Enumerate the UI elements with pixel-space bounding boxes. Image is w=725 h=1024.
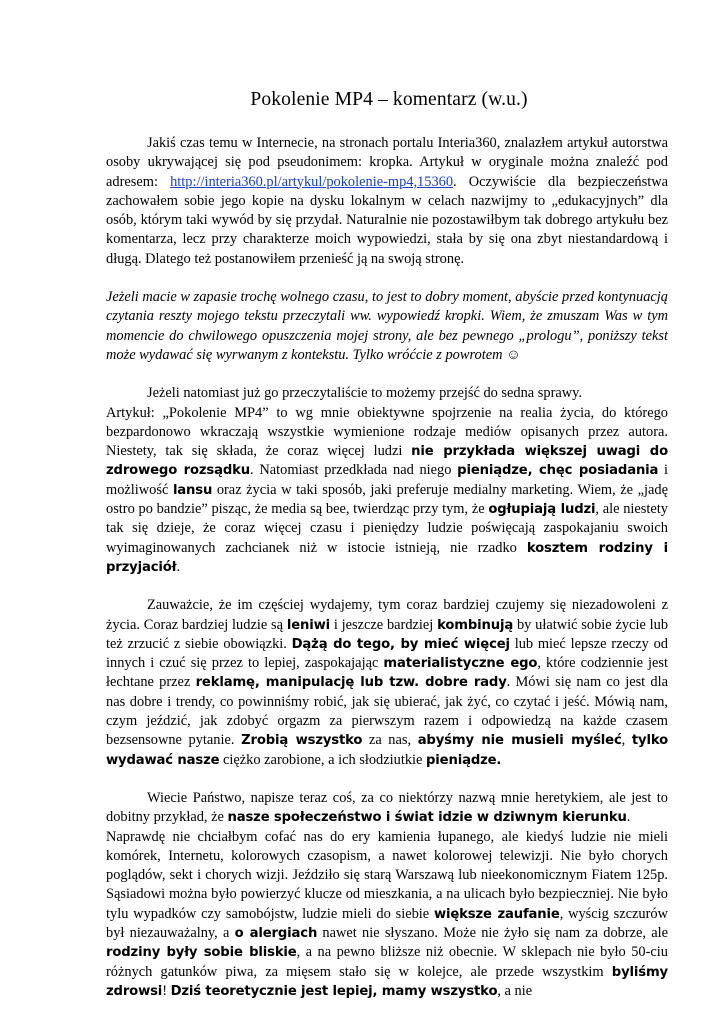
text-span: oraz życia w taki sposób, jaki preferuje medialny marketing. Wiem, że „jadę ostro po bandzie” pisząc, że media są bee, twierdząc przy tym, że [106, 481, 668, 518]
text-span: . Natomiast przedkłada nad niego [250, 462, 458, 479]
text-span: ! [162, 982, 171, 999]
paragraph-note-italic: Jeżeli macie w zapasie trochę wolnego czasu, to jest to dobry moment, abyście przed kontynuacją czytania reszty mojego tekstu przeczytali ww. wypowiedź kropki. Wiem, że zmuszam Was w tym momencie do chwilowego opuszczenia mojej strony, ale bez pewnego „prologu”, poniższy tekst może wydawać się wyrwanym z kontekstu. Tylko wróćcie z powrotem ☺ [106, 289, 668, 363]
text-span: za nas, [362, 732, 418, 749]
bold-phrase: byliśmy zdrowsi [106, 964, 668, 999]
bold-phrase: lansu [172, 482, 213, 498]
bold-phrase: ogłupiają ludzi [488, 502, 596, 518]
text-span: i możliwość [106, 462, 669, 498]
text-span: , które codziennie jest łechtane przez [106, 655, 668, 691]
text-span: Naprawdę nie chciałbym cofać nas do ery kamienia łupanego, ale kiedyś ludzie nie mieli komórek, Internetu, kolorowych czasopism, a nawet kolorowej telewizji. Nie było chorych poglądów, sekt i chorych wizji. Jeździło się starą Warszawą lub nieekonomicznym Fiatem 125p. Sąsiadowi można było powierzyć klucze od mieszkania, a na ulicach było bezpieczniej. Nie było tylu wypadków czy samobójstw, ludzie mieli do siebie [106, 828, 668, 922]
bold-phrase: tylko wydawać nasze [106, 733, 668, 768]
bold-phrase: abyśmy nie musieli myśleć [417, 733, 622, 749]
text-span: Zauważcie, że im częściej wydajemy, tym coraz bardziej czujemy się niezadowoleni z życia. Coraz bardziej ludzie są [106, 597, 668, 633]
text-span: . [176, 558, 181, 575]
text-span: , a na pewno bliższe niż obecnie. W sklepach nie było 50-ciu różnych gatunków piwa, za mięsem stało się w kolejce, ale przede wszystkim [106, 944, 668, 980]
text-span: , a nie [497, 982, 533, 999]
bold-phrase: o alergiach [234, 925, 318, 941]
text-span: . Mówi się nam co jest dla nas dobre i trendy, co powinniśmy robić, jak się ubierać, jak żyć, co czytać i jeść. Mówią nam, czym jeździć, jak zdobyć orgazm za pierwszym razem i odpowiedzą na każde czasem bezsensowne pytanie. [106, 674, 669, 749]
document-title: Pokolenie MP4 – komentarz (w.u.) [250, 89, 528, 110]
text-span: by ułatwić sobie życie lub też zrzucić z siebie obowiązki. [106, 616, 669, 652]
bold-phrase: pieniądze. [426, 752, 502, 768]
bold-phrase: kosztem rodziny i przyjaciół [106, 540, 669, 575]
bold-phrase: rodziny były sobie bliskie [106, 945, 297, 961]
article-link[interactable]: http://interia360.pl/artykul/pokolenie-mp4,15360 [170, 173, 454, 190]
text-span: , [621, 732, 632, 749]
paragraph-article-analysis [106, 404, 668, 578]
text-span: . Oczywiście dla bezpieczeństwa zachowałem sobie jego kopie na dysku lokalnym w celach nazwijmy to „edukacyjnych” dla osób, którym taki wywód by się przydał. Naturalnie nie pozostawiłbym tak dobrego artykułu bez komentarza, lecz przy charakterze moich wypowiedzi, stała by się ona zbyt niestandardową i długą. Dlatego też postanowiłem przenieść ją na swoją stronę. [106, 173, 668, 267]
bold-phrase: leniwi [286, 617, 331, 633]
text-span: Jakiś czas temu w Internecie, na stronach portalu Interia360, znalazłem artykuł autorstwa osoby ukrywającej się pod pseudonimem: kropka. Artykuł w oryginale można znaleźć pod adresem: [106, 135, 668, 190]
paragraph-intro [106, 134, 668, 269]
bold-phrase: nie przykłada większej uwagi do zdrowego rozsądku [106, 444, 668, 479]
text-span: Wiecie Państwo, napisze teraz coś, za co niektórzy nazwą mnie heretykiem, ale jest to dobitny przykład, że [106, 789, 668, 826]
text-span: , wyścig szczurów był niezauważalny, a [106, 905, 668, 941]
bold-phrase: nasze społeczeństwo i świat idzie w dziwnym kierunku [227, 810, 627, 826]
text-span: . [626, 809, 631, 826]
text-span: lub mieć lepsze rzeczy od innych i czuć się przez to lepiej, zaspokajając [106, 635, 668, 672]
text-span: ciężko zarobione, a ich słodziutkie [219, 751, 427, 768]
bold-phrase: pieniądze, chęc posiadania [457, 463, 659, 479]
bold-phrase: Zrobią wszystko [241, 733, 363, 749]
paragraph-heretic [106, 789, 668, 828]
paragraph-past-times [106, 828, 668, 1002]
paragraph-consumption [106, 596, 668, 770]
text-span: nawet nie słyszano. Może nie żyło się nam za dobrze, ale [317, 924, 669, 941]
bold-phrase: materialistyczne ego [383, 656, 538, 672]
bold-phrase: Dążą do tego, by mieć więcej [291, 636, 510, 652]
bold-phrase: większe zaufanie [433, 906, 560, 922]
bold-phrase: Dziś teoretycznie jest lepiej, mamy wszystko [170, 983, 498, 999]
text-span: Artykuł: „Pokolenie MP4” to wg mnie obiektywne spojrzenie na realia życia, do którego bezpardonowo wkraczają wszystkie wymienione rodzaje mediów opisanych przez autora. Niestety, tak się składa, że coraz więcej ludzi [106, 404, 668, 460]
paragraph-transition: Jeżeli natomiast już go przeczytaliście to możemy przejść do sedna sprawy. [147, 385, 583, 402]
bold-phrase: kombinują [437, 617, 514, 633]
text-span: i jeszcze bardziej [330, 616, 438, 633]
text-span: , ale niestety tak się dzieje, że coraz więcej czasu i pieniędzy ludzie poświęcają zaspokajaniu swoich wyimaginowanych zachcianek niż w istocie istnieją, nie rzadko [106, 501, 668, 556]
bold-phrase: reklamę, manipulację lub tzw. dobre rady [195, 675, 507, 691]
